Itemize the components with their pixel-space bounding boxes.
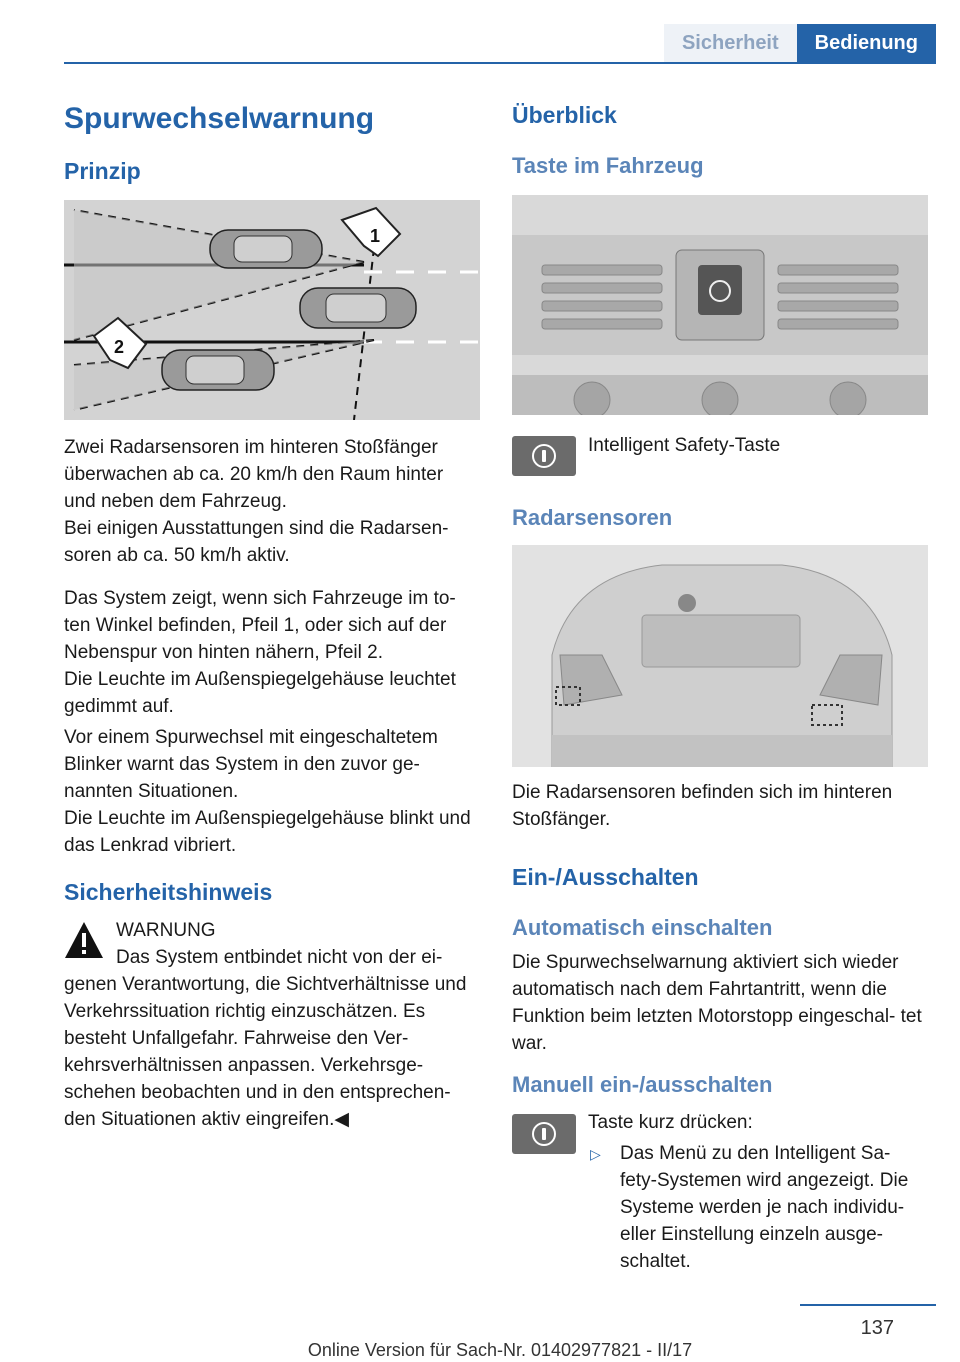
heading-radarsensoren: Radarsensoren [512, 505, 673, 530]
heading-sicherheitshinweis: Sicherheitshinweis [64, 879, 273, 905]
paragraph-6: Die Leuchte im Außenspiegelgehäuse blinkt und das Lenkrad vibriert. [64, 808, 471, 856]
lane-diagram-svg [64, 200, 480, 420]
warning-icon [64, 920, 104, 960]
online-version-text: Online Version für Sach-Nr. 01402977821 - II/17 [307, 1340, 693, 1360]
warning-text: genen Verantwortung, die Sichtverhältnisse und Verkehrssituation richtig einzuschätzen. Es besteht Unfallgefahr. Fahrweise den Ver- kehrsverhältnissen anpassen. Verkehrsge- schehen beobachten und in den entsprechen- den Situationen aktiv eingreifen.◀ [64, 974, 467, 1130]
heading-ueberblick: Überblick [512, 102, 617, 128]
car-bottom [162, 350, 274, 390]
svg-text:2: 2 [114, 337, 125, 357]
dashboard-button-photo [512, 195, 928, 415]
warning-text-first-line: Das System entbindet nicht von der ei- [116, 947, 443, 968]
svg-text:1: 1 [370, 226, 381, 246]
intelligent-safety-button-icon [512, 436, 576, 476]
tab-sicherheit[interactable]: Sicherheit [664, 24, 797, 62]
page-title: Spurwechselwarnung [64, 102, 375, 135]
heading-automatisch-einschalten: Automatisch einschalten [512, 915, 773, 940]
warning-label: WARNUNG [116, 920, 216, 941]
car-middle [300, 288, 416, 328]
page-number: 137 [860, 1317, 894, 1339]
tab-bedienung[interactable]: Bedienung [797, 24, 936, 62]
rear-bumper-photo [512, 545, 928, 767]
intelligent-safety-button-icon-2 [512, 1114, 576, 1154]
paragraph-1: Zwei Radarsensoren im hinteren Stoßfänger überwachen ab ca. 20 km/h den Raum hinter und neben dem Fahrzeug. [64, 437, 444, 512]
paragraph-2: Bei einigen Ausstattungen sind die Radarsen- soren ab ca. 50 km/h aktiv. [64, 518, 449, 566]
paragraph-5: Vor einem Spurwechsel mit eingeschaltetem Blinker warnt das System in den zuvor ge- nannten Situationen. [64, 727, 438, 802]
manual-intro: Taste kurz drücken: [588, 1112, 753, 1133]
paragraph-4: Die Leuchte im Außenspiegelgehäuse leuchtet gedimmt auf. [64, 669, 456, 717]
heading-prinzip: Prinzip [64, 158, 141, 184]
car-top [210, 230, 322, 268]
heading-taste-im-fahrzeug: Taste im Fahrzeug [512, 153, 704, 178]
heading-ein-ausschalten: Ein-/Ausschalten [512, 864, 699, 890]
bullet-text: Das Menü zu den Intelligent Sa- fety-Systemen wird angezeigt. Die Systeme werden je nach individu- eller Einstellung einzeln ausge- schaltet. [620, 1143, 909, 1272]
header-tabs [664, 24, 936, 62]
header-rule [64, 62, 936, 64]
heading-manuell: Manuell ein-/ausschalten [512, 1072, 773, 1097]
footer-rule [800, 1304, 936, 1306]
paragraph-3: Das System zeigt, wenn sich Fahrzeuge im to- ten Winkel befinden, Pfeil 1, oder sich auf der Nebenspur von hinten nähern, Pfeil 2. [64, 588, 456, 663]
taste-caption: Intelligent Safety-Taste [588, 435, 781, 456]
lane-change-diagram [64, 200, 480, 420]
auto-text: Die Spurwechselwarnung aktiviert sich wieder automatisch nach dem Fahrtantritt, wenn die Funktion beim letzten Motorstopp eingeschal- tet war. [512, 952, 922, 1054]
radar-text: Die Radarsensoren befinden sich im hinteren Stoßfänger. [512, 782, 893, 830]
bullet-triangle-icon: ▷ [590, 1146, 601, 1162]
